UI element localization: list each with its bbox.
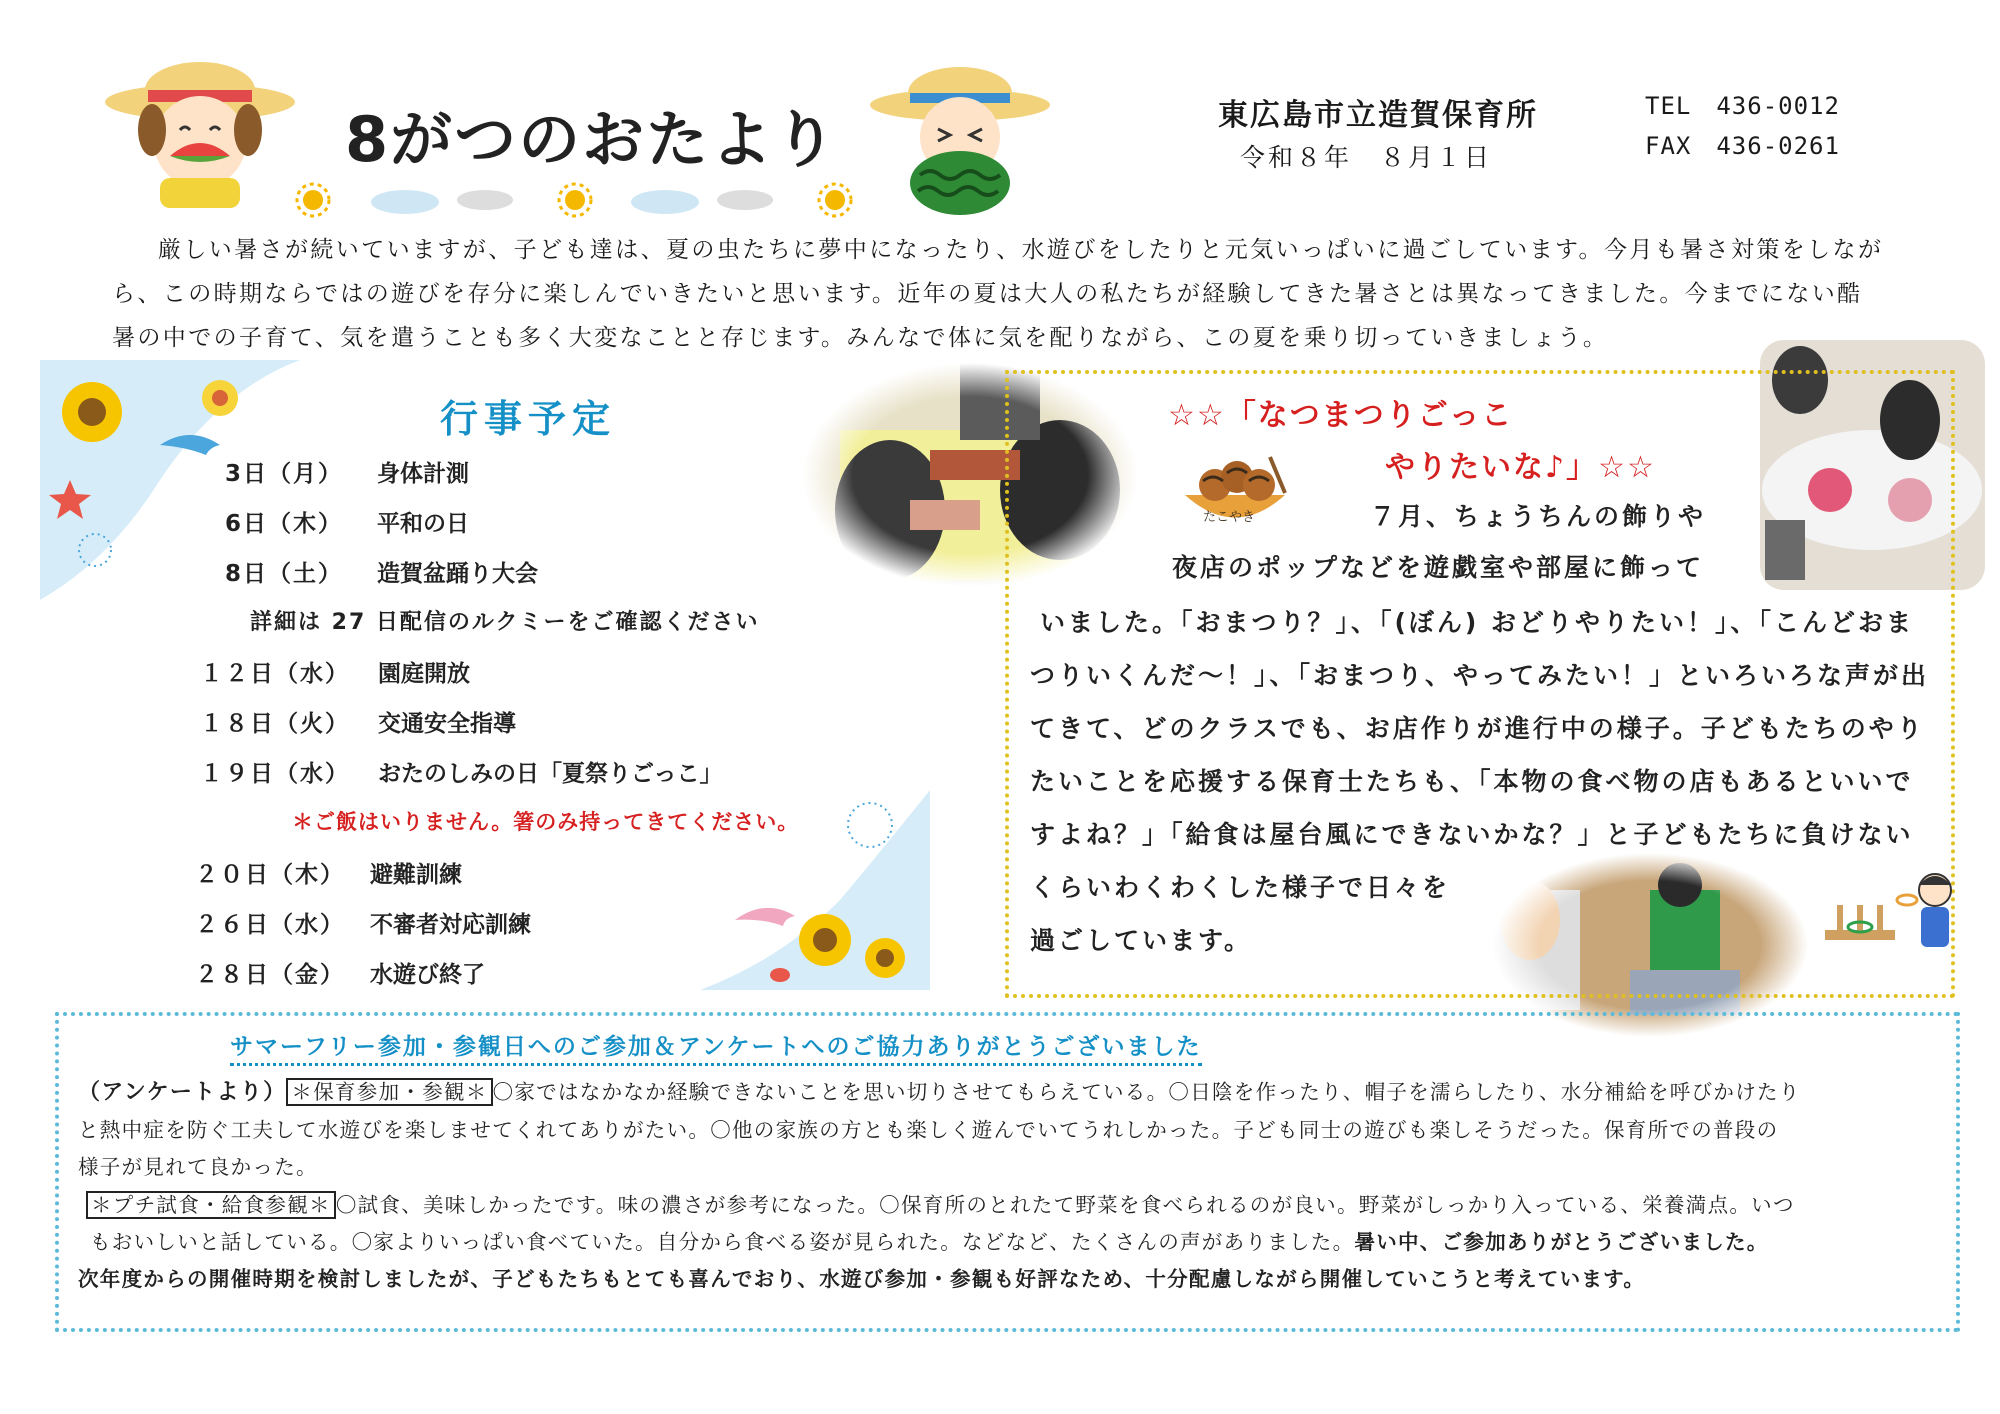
survey-text: もおいしいと話している。〇家よりいっぱい食べていた。自分から食べる姿が見られた。などなど、たくさんの声がありました。 xyxy=(90,1230,1355,1254)
event-name: 不審者対応訓練 xyxy=(370,912,531,938)
event-name: 園庭開放 xyxy=(378,661,470,687)
event-date: ２６日（水） xyxy=(195,912,345,938)
event-name: 身体計測 xyxy=(377,461,469,487)
event-name: 水遊び終了 xyxy=(370,962,485,988)
natsumatsuri-line: いました。「おまつり？」、「(ぼん) おどりやりたい！」、「こんどおま xyxy=(1040,608,1915,637)
event-row xyxy=(195,906,531,939)
fax-number: FAX 436-0261 xyxy=(1645,132,1840,160)
survey-prefix: （アンケートより） xyxy=(78,1080,287,1105)
takoyaki-label: たこやき xyxy=(1203,510,1256,525)
school-name: 東広島市立造賀保育所 xyxy=(1218,98,1538,133)
natsumatsuri-line: くらいわくわくした様子で日々を xyxy=(1030,873,1451,902)
sun-icon xyxy=(297,184,329,216)
child-yukata-icon xyxy=(1815,865,1965,975)
event-date: ２０日（木） xyxy=(195,862,345,888)
girl-eating-watermelon-icon xyxy=(90,60,310,210)
natsumatsuri-title-line2: やりたいな♪」☆☆ xyxy=(1385,450,1656,485)
sunflower-icon xyxy=(865,938,905,978)
cloud-icon xyxy=(717,190,773,210)
survey-text: 〇試食、美味しかったです。味の濃さが参考になった。〇保育所のとれたて野菜を食べられるのが良い。野菜がしっかり入っている、栄養満点。いつ xyxy=(335,1193,1795,1217)
event-row xyxy=(225,555,538,588)
event-row xyxy=(225,505,469,538)
sun-cloud-row xyxy=(285,180,885,220)
natsumatsuri-line: 夜店のポップなどを遊戯室や部屋に飾って xyxy=(1172,553,1705,582)
cloud-icon xyxy=(631,190,699,214)
natsumatsuri-line: ７月、ちょうちんの飾りや xyxy=(1370,502,1707,531)
survey-text: 〇家ではなかなか経験できないことを思い切りさせてもらえている。〇日陰を作ったり、帽子を濡らしたり、水分補給を呼びかけたり xyxy=(492,1080,1801,1104)
event-date: １８日（火） xyxy=(200,711,350,737)
event-row xyxy=(195,956,485,989)
event-name: 造賀盆踊り大会 xyxy=(377,561,538,587)
natsumatsuri-title-line1: ☆☆「なつまつりごっこ xyxy=(1168,398,1514,433)
ring-toss-icon xyxy=(1825,895,1917,940)
sunflower-icon xyxy=(62,382,122,442)
sun-icon xyxy=(559,184,591,216)
survey-tag: ＊プチ試食・給食参観＊ xyxy=(86,1191,336,1219)
cloud-icon xyxy=(457,190,513,210)
boy-with-watermelon-icon xyxy=(860,65,1060,215)
event-date: １２日（水） xyxy=(200,661,350,687)
natsumatsuri-line: つりいくんだ～！」、「おまつり、やってみたい！」といろいろな声が出 xyxy=(1030,661,1930,690)
event-row xyxy=(200,705,516,738)
event-row xyxy=(200,755,723,788)
natsumatsuri-line: てきて、どのクラスでも、お店作りが進行中の様子。子どもたちのやり xyxy=(1030,714,1925,743)
survey-title: サマーフリー参加・参観日へのご参加＆アンケートへのご協力ありがとうございました xyxy=(230,1028,1202,1066)
cloud-icon xyxy=(371,190,439,214)
intro-line: 厳しい暑さが続いていますが、子ども達は、夏の虫たちに夢中になったり、水遊びをしたりと元気いっぱいに過ごしています。今月も暑さ対策をしなが xyxy=(158,237,1884,263)
sun-icon xyxy=(819,184,851,216)
event-name: おたのしみの日「夏祭りごっこ」 xyxy=(378,761,723,787)
survey-line xyxy=(86,1188,1795,1218)
dolphin-icon xyxy=(735,908,795,926)
survey-line: と熱中症を防ぐ工夫して水遊びを楽しませてくれてありがたい。〇他の家族の方とも楽しく遊んでいてうれしかった。子ども同士の遊びも楽しそうだった。保育所での普段の xyxy=(78,1118,1779,1142)
sunflower-icon xyxy=(202,380,238,416)
tel-number: TEL 436-0012 xyxy=(1645,92,1840,120)
event-row xyxy=(200,655,470,688)
event-name: 交通安全指導 xyxy=(378,711,516,737)
crab-icon xyxy=(770,968,790,982)
survey-line xyxy=(78,1075,1801,1106)
natsumatsuri-line: 過ごしています。 xyxy=(1030,926,1253,955)
event-date: 6日（木） xyxy=(225,511,344,537)
issue-date: 令和８年 ８月１日 xyxy=(1240,143,1493,172)
event-row xyxy=(195,856,462,889)
sunflower-icon xyxy=(799,914,851,966)
event-name: 避難訓練 xyxy=(370,862,462,888)
event-date: 8日（土） xyxy=(225,561,344,587)
survey-line: 様子が見れて良かった。 xyxy=(78,1155,318,1179)
natsumatsuri-line: たいことを応援する保育士たちも、「本物の食べ物の店もあるといいで xyxy=(1030,767,1914,796)
natsumatsuri-line: すよね？」「給食は屋台風にできないかな？」と子どもたちに負けない xyxy=(1030,820,1914,849)
takoyaki-icon xyxy=(1175,445,1295,535)
event-date: １９日（水） xyxy=(200,761,350,787)
event-warning: ＊ご飯はいりません。箸のみ持ってきてください。 xyxy=(292,810,800,834)
events-title: 行事予定 xyxy=(440,397,617,441)
event-note: 詳細は 27 日配信のルクミーをご確認ください xyxy=(250,610,760,635)
survey-tag: ＊保育参加・参観＊ xyxy=(286,1078,492,1106)
event-name: 平和の日 xyxy=(377,511,469,537)
event-row xyxy=(225,455,469,488)
event-date: 3日（月） xyxy=(225,461,344,487)
intro-paragraph xyxy=(112,228,1922,360)
survey-line: 次年度からの開催時期を検討しましたが、子どもたちもとても喜んでおり、水遊び参加・参観も好評なため、十分配慮しながら開催していこうと考えています。 xyxy=(78,1267,1646,1291)
survey-thanks: 暑い中、ご参加ありがとうございました。 xyxy=(1354,1230,1769,1254)
event-date: ２８日（金） xyxy=(195,962,345,988)
intro-line: ら、この時期ならではの遊びを存分に楽しんでいきたいと思います。近年の夏は大人の私たちが経験してきた暑さとは異なってきました。今までにない酷 xyxy=(112,281,1863,307)
intro-line: 暑の中での子育て、気を遣うことも多く大変なことと存じます。みんなで体に気を配りながら、この夏を乗り切っていきましょう。 xyxy=(112,325,1609,351)
survey-line xyxy=(90,1225,1769,1255)
page-title: 8がつのおたより xyxy=(345,103,839,176)
